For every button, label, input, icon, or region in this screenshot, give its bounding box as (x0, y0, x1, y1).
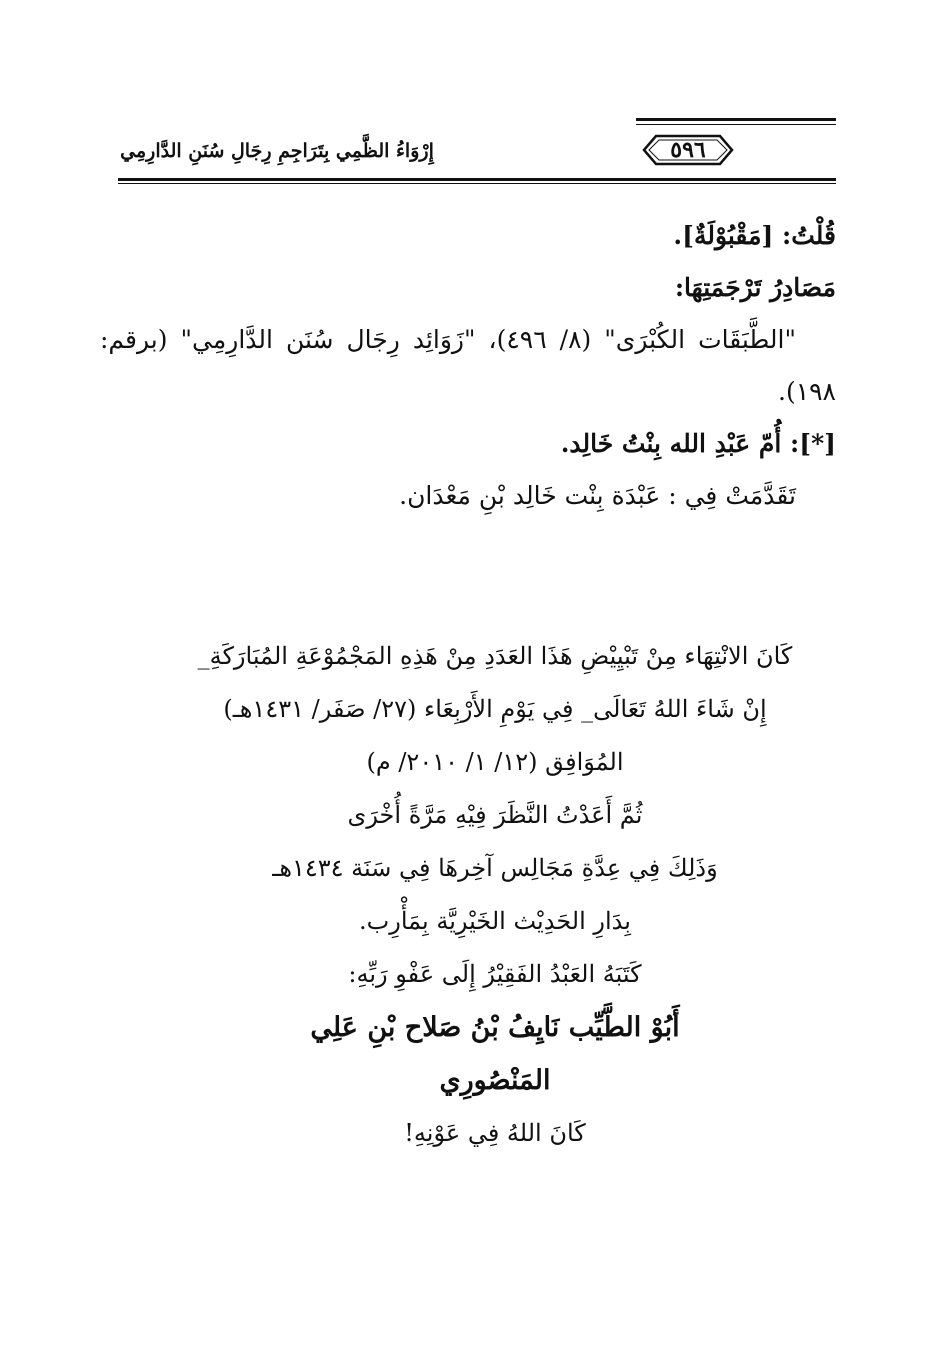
colophon (150, 630, 840, 1160)
page-header (118, 118, 836, 188)
colophon-line: ثُمَّ أَعَدْتُ النَّظَرَ فِيْهِ مَرَّةً أُخْرَى (347, 801, 643, 829)
colophon-line: بِدَارِ الحَدِيْث الخَيْرِيَّة بِمَأْرِب. (359, 907, 631, 935)
sources-line-continuation: ١٩٨). (778, 377, 836, 406)
sources-heading: مَصَادِرُ تَرْجَمَتِهَا: (674, 273, 836, 302)
page-number-badge (638, 132, 738, 168)
author-name: أَبُوْ الطَّيِّب نَايِفُ بْنُ صَلاح بْنِ عَلِي (310, 1012, 680, 1043)
author-nisba: المَنْصُورِي (439, 1065, 551, 1096)
closing-prayer: كَانَ اللهُ فِي عَوْنِهِ! (404, 1119, 586, 1147)
header-rule-bottom (118, 178, 836, 181)
entry-note: تَقَدَّمَتْ فِي : عَبْدَة بِنْت خَالِد بْنِ مَعْدَان. (399, 481, 796, 510)
sources-line: "الطَّبَقَات الكُبْرَى" (٨/ ٤٩٦)، "زَوَائِد رِجَال سُنَن الدَّارِمِي" (برقم: (100, 325, 796, 354)
header-rule-top-thin (636, 124, 836, 125)
header-rule-bottom-thin (118, 183, 836, 184)
page-number: ٥٩٦ (670, 137, 706, 163)
colophon-line: كَانَ الانْتِهَاء مِنْ تَبْيِيْضِ هَذَا العَدَدِ مِنْ هَذِهِ المَجْمُوْعَةِ المُبَارَكَةِ_ (197, 642, 793, 670)
colophon-line: وَذَلِكَ فِي عِدَّةِ مَجَالِس آخِرهَا فِي سَنَة ١٤٣٤هـ (272, 854, 718, 882)
colophon-line: كَتَبَهُ العَبْدُ الفَقِيْرُ إِلَى عَفْوِ رَبِّهِ: (348, 960, 642, 988)
verdict-line: قُلْتُ: [مَقْبُوْلَةٌ]. (673, 221, 836, 250)
main-text (100, 210, 836, 522)
running-title: إِرْوَاءُ الظَّمِي بِتَرَاجِمِ رِجَالِ سُنَنِ الدَّارِمِي (120, 140, 434, 162)
colophon-line: إِنْ شَاءَ اللهُ تَعَالَى_ فِي يَوْمِ الأَرْبِعَاء (٢٧/ صَفَر/ ١٤٣١هـ) (223, 695, 767, 723)
header-rule-top (636, 118, 836, 121)
entry-heading: [*]: أُمّ عَبْدِ الله بِنْتُ خَالِد. (560, 429, 836, 458)
colophon-line: المُوَافِق (١٢/ ١/ ٢٠١٠/ م) (366, 748, 624, 776)
